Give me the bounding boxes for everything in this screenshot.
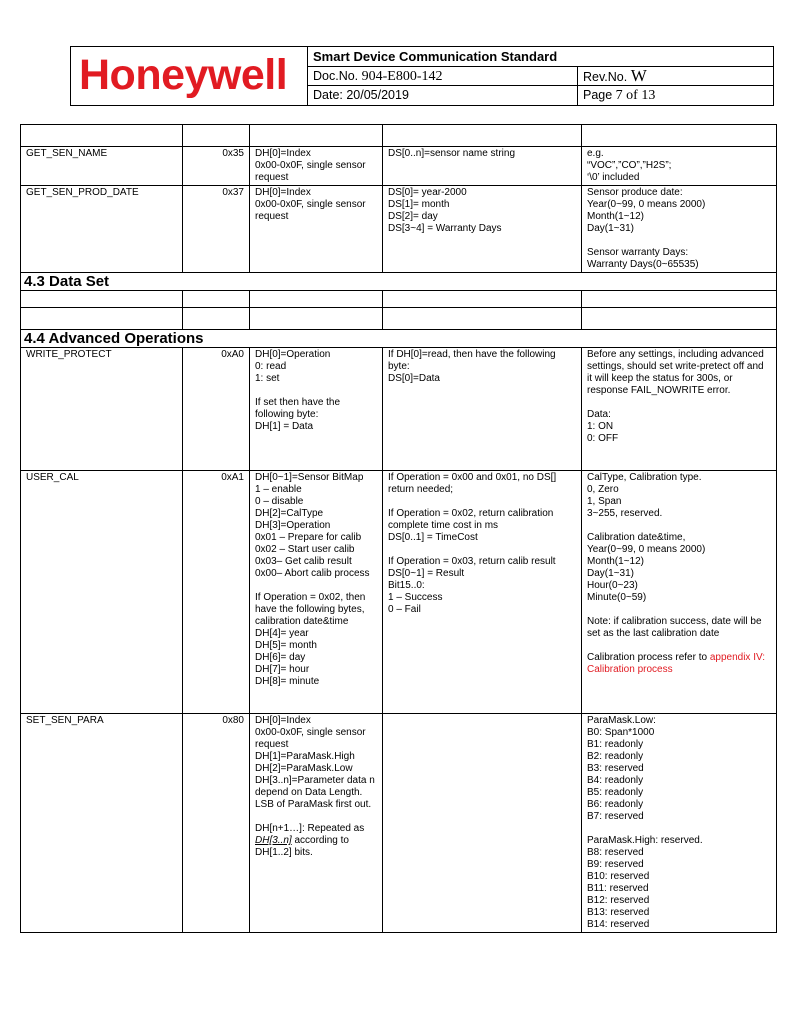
dh-repeat-note: DH[n+1…]: Repeated as DH[3..n] according to DH[1..2] bits. xyxy=(255,823,365,858)
table-row-set-sen-para xyxy=(21,714,777,933)
appendix-link[interactable]: appendix IV: Calibration process xyxy=(587,652,766,675)
logo-text: Honeywell xyxy=(79,51,288,99)
notes-cell: CalType, Calibration type. 0, Zero 1, Span 3~255, reserved. Calibration date&time, Year(0~99, 0 means 2000) Month(1~12) Day(1~31) Hour(0~23) Minute(0~59) Note: if calibration success, date will be set as the last calibration date Calibration process refer to appendix IV: Calibration process xyxy=(582,471,777,714)
empty-row xyxy=(21,125,777,147)
empty-row xyxy=(21,291,777,308)
command-name: USER_CAL xyxy=(21,471,183,714)
command-name: WRITE_PROTECT xyxy=(21,348,183,471)
table-row-user-cal xyxy=(21,471,777,714)
notes-cell: Sensor produce date: Year(0~99, 0 means 2000) Month(1~12) Day(1~31) Sensor warranty Days: Warranty Days(0~65535) xyxy=(582,186,777,273)
notes-cell: Before any settings, including advanced settings, should set write-pretect off and it will keep the status for 300s, or response FAIL_NOWRITE error. Data: 1: ON 0: OFF xyxy=(582,348,777,471)
command-name: GET_SEN_PROD_DATE xyxy=(21,186,183,273)
command-code: 0x80 xyxy=(183,714,250,933)
dh-cell: DH[0]=Index 0x00-0x0F, single sensor request xyxy=(250,147,383,186)
command-table xyxy=(20,124,777,933)
document-date: Date: 20/05/2019 xyxy=(308,86,578,105)
notes-cell: ParaMask.Low: B0: Span*1000 B1: readonly B2: readonly B3: reserved B4: readonly B5: readonly B6: readonly B7: reserved ParaMask.High: reserved. B8: reserved B9: reserved B10: reserved B11: reserved B12: reserved B13: reserved B14: reserved xyxy=(582,714,777,933)
dh-cell: DH[0]=Index 0x00-0x0F, single sensor request xyxy=(250,186,383,273)
ds-cell: If DH[0]=read, then have the following byte: DS[0]=Data xyxy=(383,348,582,471)
doc-number: Doc.No. 904-E800-142 xyxy=(308,67,578,86)
table-row-get-sen-prod-date xyxy=(21,186,777,273)
section-heading-advanced xyxy=(21,330,777,348)
section-heading-data-set xyxy=(21,273,777,291)
notes-cell: e.g. “VOC”,”CO”,”H2S”; ‘\0’ included xyxy=(582,147,777,186)
ds-cell xyxy=(383,714,582,933)
dh-cell: DH[0]=Index 0x00-0x0F, single sensor request DH[1]=ParaMask.High DH[2]=ParaMask.Low DH[3..n]=Parameter data n depend on Data Length. LSB of ParaMask first out. DH[n+1…]: Repeated as DH[3..n] according to DH[1..2] bits. xyxy=(250,714,383,933)
ds-cell: DS[0..n]=sensor name string xyxy=(383,147,582,186)
command-code: 0x35 xyxy=(183,147,250,186)
section-title: 4.4 Advanced Operations xyxy=(21,330,777,348)
table-row-get-sen-name xyxy=(21,147,777,186)
document-title: Smart Device Communication Standard xyxy=(308,47,774,67)
calibration-reference: Calibration process refer to appendix IV: Calibration process xyxy=(587,652,766,675)
command-name: GET_SEN_NAME xyxy=(21,147,183,186)
command-name: SET_SEN_PARA xyxy=(21,714,183,933)
command-code: 0xA1 xyxy=(183,471,250,714)
revision-number: Rev.No. W xyxy=(578,67,774,86)
ds-cell: If Operation = 0x00 and 0x01, no DS[] return needed; If Operation = 0x02, return calibration complete time cost in ms DS[0..1] = TimeCost If Operation = 0x03, return calib result DS[0~1] = Result Bit15..0: 1 – Success 0 – Fail xyxy=(383,471,582,714)
command-code: 0xA0 xyxy=(183,348,250,471)
honeywell-logo xyxy=(71,47,308,105)
empty-row xyxy=(21,308,777,330)
table-row-write-protect xyxy=(21,348,777,471)
ds-cell: DS[0]= year-2000 DS[1]= month DS[2]= day DS[3~4] = Warranty Days xyxy=(383,186,582,273)
page-number: Page 7 of 13 xyxy=(583,88,656,103)
dh-cell: DH[0]=Operation 0: read 1: set If set then have the following byte: DH[1] = Data xyxy=(250,348,383,471)
dh-cell: DH[0~1]=Sensor BitMap 1 – enable 0 – disable DH[2]=CalType DH[3]=Operation 0x01 – Prepare for calib 0x02 – Start user calib 0x03– Get calib result 0x00– Abort calib process If Operation = 0x02, then have the following bytes, calibration date&time DH[4]= year DH[5]= month DH[6]= day DH[7]= hour DH[8]= minute xyxy=(250,471,383,714)
command-code: 0x37 xyxy=(183,186,250,273)
document-header xyxy=(70,46,774,106)
section-title: 4.3 Data Set xyxy=(21,273,777,291)
